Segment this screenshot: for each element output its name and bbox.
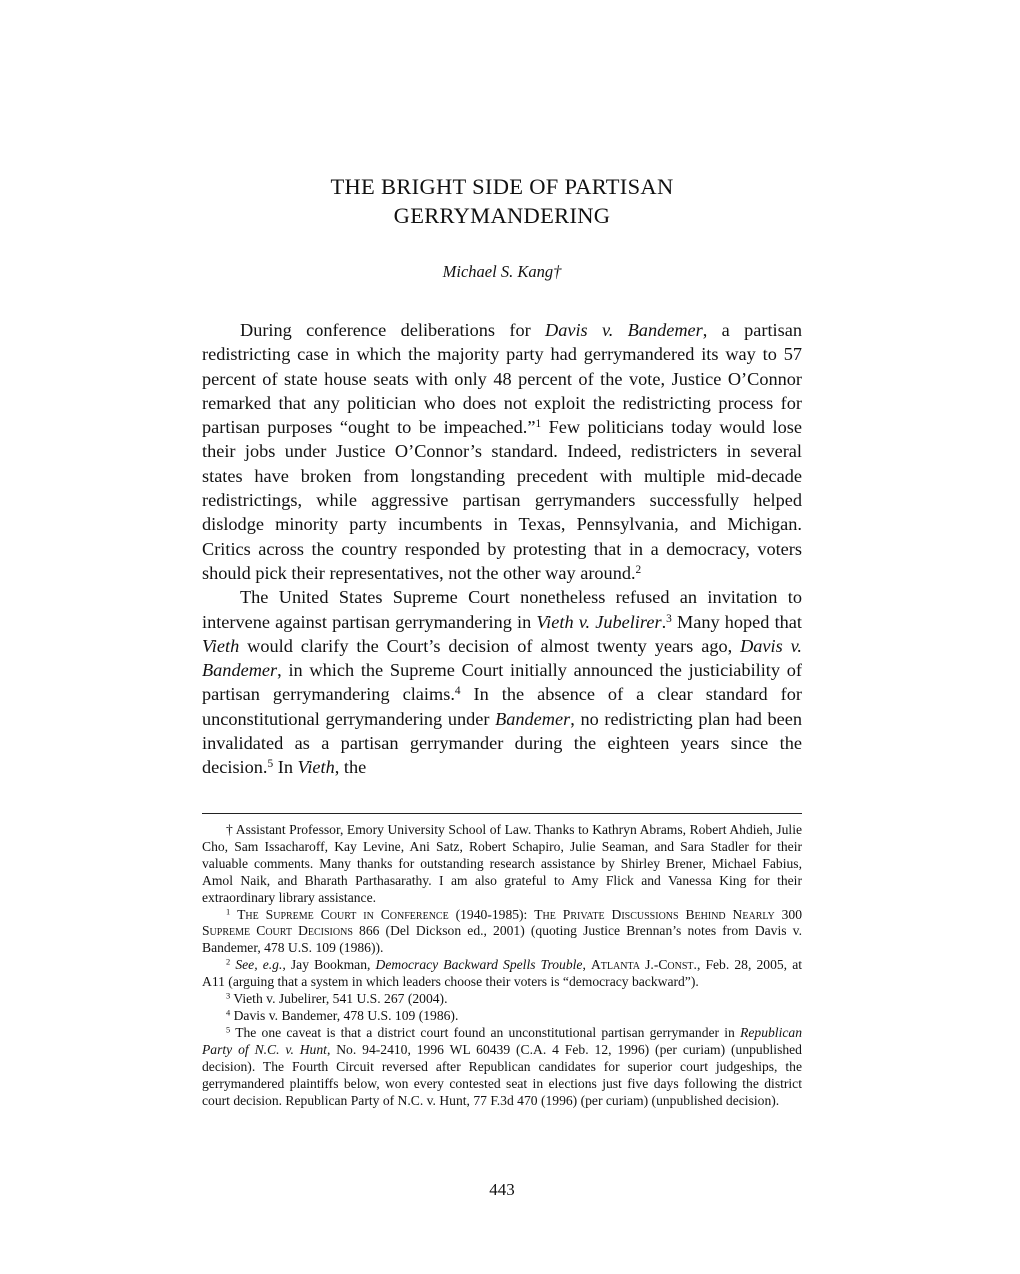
footnote-5: $^5$ The one caveat is that a district court found an unconstitutional partisan gerrymander in Republican Party of N.C. v. Hunt, No. 94-2410, 1996 WL 60439 (C.A. 4 Feb. 12, 1996) (per curiam) (unpublished decision). The Fourth Circuit reversed after Republican candidates for superior court judgeships, the gerrymandered plaintiffs below, won every contested seat in elections just five days following the district court decision. Republican Party of N.C. v. Hunt, 77 F.3d 470 (1996) (per curiam) (unpublished decision).	[202, 1024, 802, 1108]
article-title	[202, 172, 802, 230]
footnote-ref[interactable]: 2	[635, 563, 642, 576]
author-name: Michael S. Kang	[442, 262, 554, 281]
footnote-divider	[202, 813, 802, 814]
footnote-2: $^2$ See, e.g., Jay Bookman, Democracy Backward Spells Trouble, Atlanta J.-Const., Feb. 28, 2005, at A11 (arguing that a system in which leaders choose their voters is “democracy backward”).	[202, 956, 803, 990]
footnote-ref[interactable]: 3	[666, 612, 672, 625]
footnote-number: 1	[226, 905, 231, 916]
case-name: Vieth	[297, 757, 335, 778]
footnote-number: 2	[226, 956, 231, 967]
footnotes	[202, 822, 802, 1109]
footnote-number: 5	[226, 1024, 231, 1035]
author-footnote-mark: †	[553, 262, 562, 281]
case-name: Vieth v. Jubelirer	[536, 611, 662, 632]
title-line-2: GERRYMANDERING	[393, 203, 611, 228]
case-name: Vieth	[202, 635, 240, 656]
author-line	[202, 262, 802, 282]
page-number: 443	[489, 1180, 515, 1199]
footnote-ref[interactable]: 4	[454, 685, 461, 698]
footnote-dagger: † Assistant Professor, Emory University School of Law. Thanks to Kathryn Abrams, Robert Ahdieh, Julie Cho, Sam Issacharoff, Kay Levine, Ani Satz, Robert Schapiro, Julie Seaman, and Sara Stadler for their valuable comments. Many thanks for outstanding research assistance by Shirley Brener, Michael Fabius, Amol Naik, and Bharath Parthasarathy. I am also grateful to Amy Flick and Vanessa King for their extraordinary library assistance.	[202, 822, 803, 905]
case-name: Bandemer	[495, 708, 571, 729]
footnote-ref[interactable]: 5	[267, 758, 274, 771]
footnote-ref[interactable]: 1	[535, 417, 542, 430]
footnote-1: $^1$ The Supreme Court in Conference (1940-1985): The Private Discussions Behind Nearly 300 Supreme Court Decisions 866 (Del Dickson ed., 2001) (quoting Justice Brennan’s notes from Davis v. Bandemer, 478 U.S. 109 (1986)).	[202, 905, 802, 956]
footnote-number: 3	[226, 990, 231, 1001]
paragraph-1: During conference deliberations for Davis v. Bandemer, a partisan redistricting case in which the majority party had gerrymandered its way to 57 percent of state house seats with only 48 percent of the vote, Justice O’Connor remarked that any politician who does not exploit the redistricting process for partisan purposes “ought to be impeached.”$^1$ Few politicians today would lose their jobs under Justice O’Connor’s standard. Indeed, redistricters in several states have broken from longstanding precedent with multiple mid-decade redistrictings, while aggressive partisan gerrymanders successfully helped dislodge minority party incumbents in Texas, Pennsylvania, and Michigan. Critics across the country responded by protesting that in a democracy, voters should pick their representatives, not the other way around.$^2$	[202, 320, 802, 583]
body-text	[202, 318, 802, 780]
title-line-1: THE BRIGHT SIDE OF PARTISAN	[330, 174, 674, 199]
footnote-4: $^4$ Davis v. Bandemer, 478 U.S. 109 (1986).	[226, 1007, 459, 1023]
case-name: Davis v. Bandemer	[202, 635, 802, 681]
footnote-number: 4	[226, 1007, 231, 1018]
footnote-3: $^3$ Vieth v. Jubelirer, 541 U.S. 267 (2004).	[226, 990, 448, 1007]
case-name: Davis v. Bandemer	[545, 320, 703, 340]
paragraph-2: The United States Supreme Court nonetheless refused an invitation to intervene against partisan gerrymandering in Vieth v. Jubelirer.$^3$ Many hoped that Vieth would clarify the Court’s decision of almost twenty years ago, Davis v. Bandemer, in which the Supreme Court initially announced the justiciability of partisan gerrymandering claims.$^4$ In the absence of a clear standard for unconstitutional gerrymandering under Bandemer, no redistricting plan had been invalidated as a partisan gerrymander during the eighteen years since the decision.$^5$ In Vieth, the	[202, 587, 802, 778]
